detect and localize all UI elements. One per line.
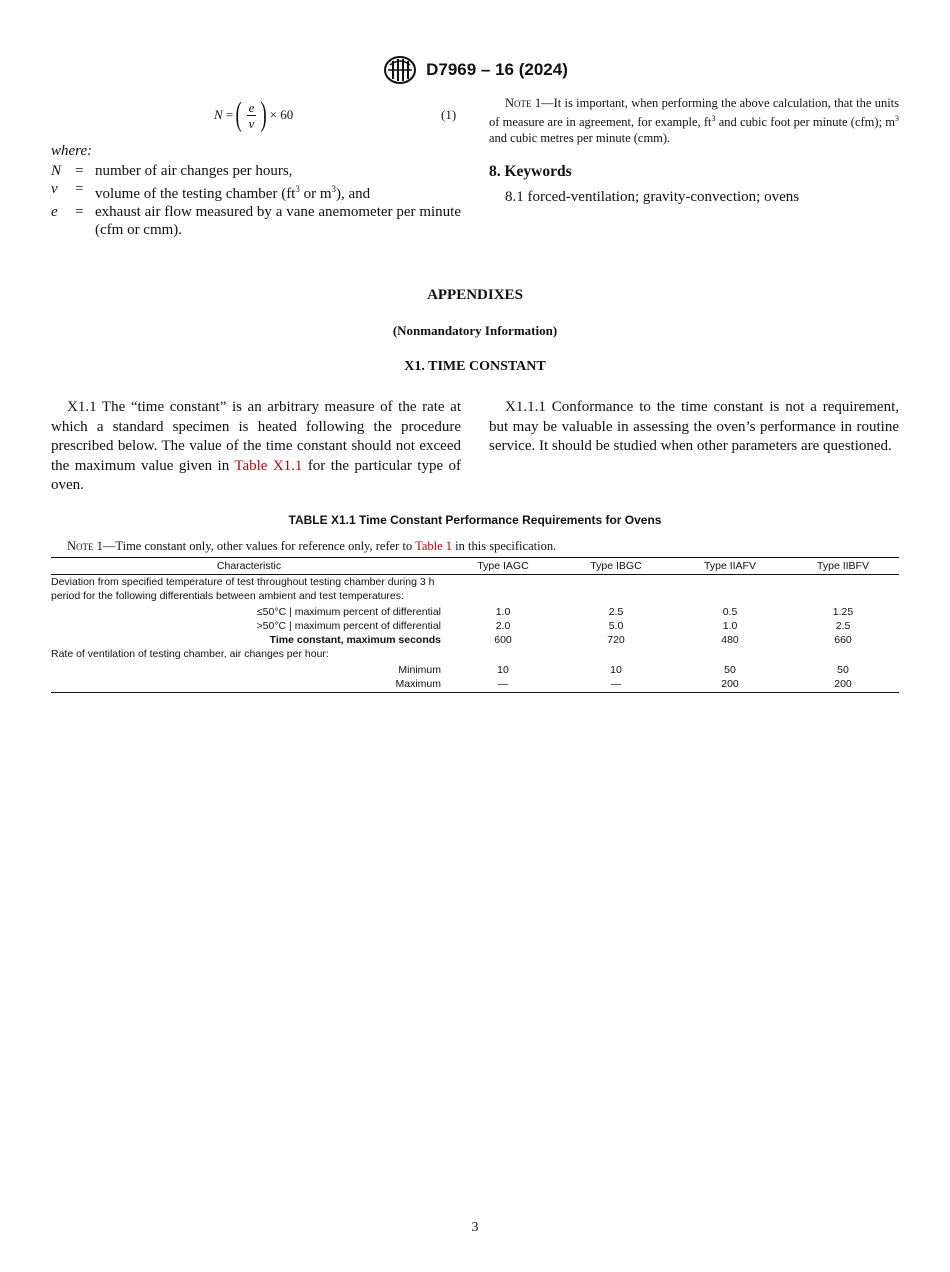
table-cell: 10 [610,664,622,676]
definition-text: volume of the testing chamber ($ft^3$ or $m^3$), and [95,184,371,202]
column-header: Type IAGC [447,558,559,575]
table-x1-1-link[interactable]: Table X1.1 [234,457,303,474]
right-paren: ) [260,96,268,133]
table-note: Note 1—Time constant only, other values for reference only, refer to Table 1 in this specification. [67,539,557,553]
table-cell: 10 [497,664,509,676]
keywords-heading: 8. Keywords [489,163,572,180]
variable-definitions [51,142,461,239]
equation-numerator: e [248,99,255,115]
left-paren: ( [235,96,243,133]
table-cell: 1.0 [495,606,511,618]
table-row [51,605,899,619]
keywords-text: 8.1 forced-ventilation; gravity-convection; ovens [505,189,800,205]
section-label: Rate of ventilation of testing chamber, air changes per hour: [51,648,329,660]
definition-equals: = [75,181,84,197]
row-label: Maximum [51,677,447,693]
time-constant-table [51,557,899,693]
row-label: Minimum [398,664,441,676]
astm-logo-icon [382,55,418,85]
equation-denominator: v [248,115,255,131]
equation-multiplier: × 60 [269,107,294,122]
definition-text: number of air changes per hours, [95,163,293,179]
section-label: Deviation from specified temperature of test throughout testing chamber during 3 h period for the following differentials between ambient and test temperatures: [51,576,435,602]
table-cell: 2.5 [835,620,851,632]
column-header: Type IIBFV [787,558,899,575]
definition-row [51,203,461,239]
table-row [51,663,899,677]
page-number: 3 [471,1220,479,1235]
definition-text: exhaust air flow measured by a vane anemometer per minute (cfm or cmm). [95,204,461,238]
table-section-row [51,575,899,606]
definition-row [51,180,461,203]
table-cell: 2.5 [608,606,624,618]
definition-equals: = [75,204,84,220]
table-cell: 200 [787,677,899,693]
row-label: ≤50°C | maximum percent of differential [256,606,441,618]
column-header: Type IBGC [559,558,673,575]
equation-lhs: N = [214,107,234,122]
nonmandatory-subheading: (Nonmandatory Information) [392,323,558,338]
where-label: where: [51,143,93,159]
table-cell: 660 [834,634,852,646]
definition-symbol: e [51,204,58,220]
equation-fraction [247,100,257,131]
table-cell: 0.5 [722,606,738,618]
table-section-row [51,647,899,663]
paragraph-x1-1-1: X1.1.1 Conformance to the time constant is not a requirement, but may be valuable in assessing the oven’s performance in routine service. It should be studied when other parameters are questioned. [489,399,899,454]
table-row [51,677,899,693]
definition-symbol: N [51,163,62,179]
equation-number: (1) [441,107,457,122]
table-cell: 1.25 [832,606,854,618]
table-cell: 5.0 [608,620,624,632]
row-label: >50°C | maximum percent of differential [256,620,441,632]
table-row [51,619,899,633]
table-cell: 200 [673,677,787,693]
column-header: Characteristic [51,558,447,575]
table-cell: — [559,677,673,693]
table-cell: — [447,677,559,693]
page-header [0,55,950,85]
column-header: Type IIAFV [673,558,787,575]
document-id: D7969 – 16 (2024) [426,60,568,79]
paragraph-x1-1: X1.1 The “time constant” is an arbitrary measure of the rate at which a standard specimen is heated following the procedure prescribed below. The value of the time constant should not exceed the maximum value given in Table X1.1 for the particular type of oven. [51,399,461,493]
definition-symbol: v [51,181,58,197]
definition-row [51,162,461,180]
appendixes-heading: APPENDIXES [427,287,523,303]
table-cell: 720 [607,634,625,646]
definition-equals: = [75,163,84,179]
table-cell: 50 [724,664,736,676]
equation [214,96,293,134]
table-cell: 50 [837,664,849,676]
table-row [51,633,899,647]
table-cell: 480 [721,634,739,646]
table-cell: 1.0 [722,620,738,632]
table-title: TABLE X1.1 Time Constant Performance Requirements for Ovens [288,513,662,527]
table-1-link[interactable]: Table 1 [415,539,453,553]
table-cell: 2.0 [495,620,511,632]
note-1: Note 1—It is important, when performing the above calculation, that the units of measure are in agreement, for example, $ft^3$ and cubic foot per minute (cfm); $m^3$ and cubic metres per minute (cmm). [489,96,899,146]
row-label: Time constant, maximum seconds [269,634,441,646]
section-x1-heading: X1. TIME CONSTANT [404,359,546,374]
table-cell: 600 [494,634,512,646]
table-header-row [51,558,899,575]
note-label: Note [505,96,532,110]
